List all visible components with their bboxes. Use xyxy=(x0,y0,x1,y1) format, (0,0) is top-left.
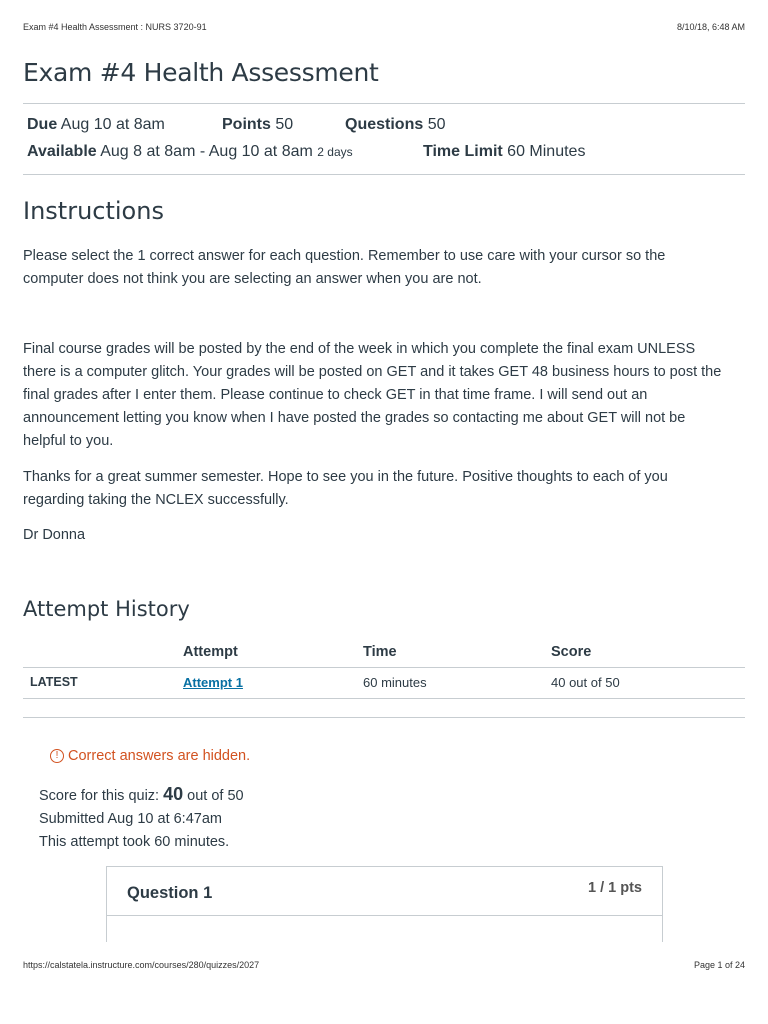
quiz-points xyxy=(222,116,293,134)
attempt-history-header-row xyxy=(23,637,745,667)
question-points: 1 / 1 pts xyxy=(588,880,642,896)
page-title: Exam #4 Health Assessment xyxy=(23,58,379,87)
attempt-time: 60 minutes xyxy=(363,675,427,690)
latest-label: LATEST xyxy=(30,675,78,689)
print-footer xyxy=(23,960,745,970)
due-label: Due xyxy=(27,116,58,133)
print-header xyxy=(23,22,745,32)
divider xyxy=(23,103,745,104)
print-footer-page-number: Page 1 of 24 xyxy=(693,960,745,970)
attempt-score: 40 out of 50 xyxy=(551,675,620,690)
available-duration: 2 days xyxy=(317,145,353,159)
score-value: 40 xyxy=(163,784,184,804)
print-footer-url: https://calstatela.instructure.com/courses/280/quizzes/2027 xyxy=(23,960,260,970)
points-value: 50 xyxy=(275,116,294,133)
instructions-paragraph: Final course grades will be posted by the end of the week in which you complete the final exam UNLESS there is a computer glitch. Your grades will be posted on GET and it takes GET 48 business hours to post the final grades after I enter them. Please continue to check GET in that time frame. I will send out an announcement letting you know when I have posted the grades so contacting me about GET will not be helpful to you. xyxy=(23,341,722,449)
divider xyxy=(23,717,745,718)
column-header-attempt: Attempt xyxy=(183,644,238,660)
quiz-available xyxy=(27,143,353,161)
time-limit-label: Time Limit xyxy=(423,143,503,160)
available-label: Available xyxy=(27,143,97,160)
questions-label: Questions xyxy=(345,116,424,133)
info-circle-icon: ! xyxy=(50,749,64,763)
attempt-history-table xyxy=(23,637,745,699)
instructions-signature: Dr Donna xyxy=(23,527,86,543)
print-header-timestamp: 8/10/18, 6:48 AM xyxy=(676,22,745,32)
score-suffix: out of 50 xyxy=(183,788,244,804)
notice-text: Correct answers are hidden. xyxy=(68,748,251,764)
instructions-heading: Instructions xyxy=(23,197,164,225)
question-header xyxy=(107,866,662,916)
points-label: Points xyxy=(222,116,271,133)
question-card xyxy=(106,866,663,942)
correct-answers-hidden-notice xyxy=(50,748,250,764)
column-header-score: Score xyxy=(551,644,592,660)
score-prefix: Score for this quiz: xyxy=(39,788,164,804)
print-header-title: Exam #4 Health Assessment : NURS 3720-91 xyxy=(23,22,207,32)
column-header-time: Time xyxy=(363,644,397,660)
divider xyxy=(23,174,745,175)
due-value: Aug 10 at 8am xyxy=(60,116,165,133)
questions-value: 50 xyxy=(427,116,446,133)
quiz-details-row-1 xyxy=(27,116,165,134)
time-limit-value: 60 Minutes xyxy=(507,143,586,160)
attempt-history-heading: Attempt History xyxy=(23,597,190,621)
attempt-1-link[interactable]: Attempt 1 xyxy=(183,675,243,690)
quiz-time-limit xyxy=(423,143,585,161)
question-title: Question 1 xyxy=(127,884,213,902)
instructions-paragraph: Thanks for a great summer semester. Hope to see you in the future. Positive thoughts to each of you regarding taking the NCLEX successfully. xyxy=(23,469,668,508)
table-row xyxy=(23,668,745,698)
available-value: Aug 8 at 8am - Aug 10 at 8am xyxy=(100,143,313,160)
table-row-divider xyxy=(23,698,745,699)
instructions-paragraph: Please select the 1 correct answer for each question. Remember to use care with your cursor so the computer does not think you are selecting an answer when you are not. xyxy=(23,248,666,287)
attempt-duration: This attempt took 60 minutes. xyxy=(39,834,230,850)
quiz-score xyxy=(39,784,244,805)
quiz-questions xyxy=(345,116,445,134)
submitted-time: Submitted Aug 10 at 6:47am xyxy=(39,811,222,827)
